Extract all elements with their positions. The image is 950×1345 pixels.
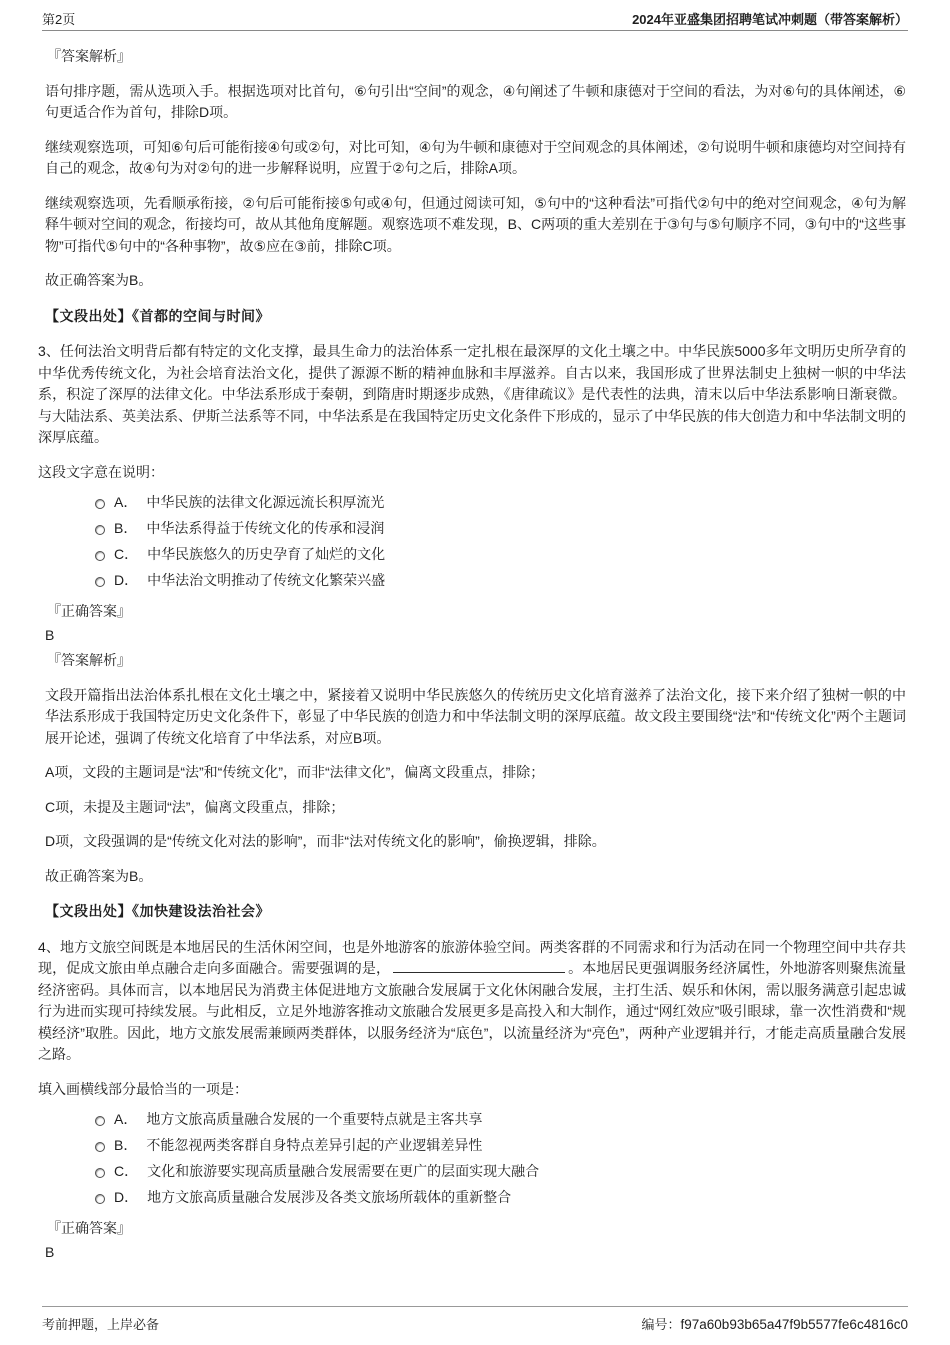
q4-prompt: 填入画横线部分最恰当的一项是：	[38, 1080, 248, 1097]
q4-stem-text-after-blank: 。本地居民更强调服务经济属性，外地游客则聚焦流量经济密码。具体而言，以本地居民为消费主体促进地方文旅融合发展属于文化休闲融合发展，主打生活、娱乐和休闲，需以服务满意引起忠诚行为进而实现可持续发展。与此相反，立足外地游客推动文旅融合发展更多是高投入和大制作，通过“网红效应”吸引眼球，靠一次性消费和“规模经济”取胜。因此，地方文旅发展需兼顾两类群体，以服务经济为“底色”，以流量经济为“亮色”，两种产业逻辑并行，才能走高质量融合发展之路。	[38, 960, 907, 1062]
option-text: 地方文旅高质量融合发展的一个重要特点就是主客共享	[146, 1111, 483, 1127]
option-text: 中华民族的法律文化源远流长积厚流光	[146, 494, 385, 510]
radio-button-icon[interactable]	[95, 1116, 105, 1126]
q4-option-b[interactable]	[95, 1135, 906, 1156]
page-number: 第2页	[42, 12, 76, 27]
q3-options	[45, 492, 906, 591]
page-footer	[42, 1306, 908, 1333]
option-text: 不能忽视两类客群自身特点差异引起的产业逻辑差异性	[146, 1137, 483, 1153]
q4-stem	[38, 937, 906, 1066]
q4-options	[45, 1109, 906, 1208]
option-letter: C．	[114, 1163, 139, 1179]
q2-source-reference: 【文段出处】《首都的空间与时间》	[45, 307, 270, 324]
q3-stem: 3、任何法治文明背后都有特定的文化支撑，最具生命力的法治体系一定扎根在最深厚的文化土壤之中。中华民族5000多年文明历史所孕育的中华优秀传统文化，为社会培育法治文化，提供了源源不断的精神血脉和丰厚滋养。自古以来，我国形成了世界法制史上独树一帜的中华法系，积淀了深厚的法律文化。中华法系形成于秦朝，到隋唐时期逐步成熟，《唐律疏议》是代表性的法典，清末以后中华法系影响日渐衰微。与大陆法系、英美法系、伊斯兰法系等不同，中华法系是在我国特定历史文化条件下形成的，显示了中华民族的伟大创造力和中华法制文明的深厚底蕴。	[38, 343, 906, 445]
q3-option-b[interactable]	[95, 518, 906, 539]
q3-conclusion: 故正确答案为B。	[45, 867, 153, 884]
q3-option-d[interactable]	[95, 570, 906, 591]
q2-analysis-label: 『答案解析』	[47, 48, 131, 64]
radio-button-icon[interactable]	[95, 1168, 105, 1178]
option-letter: C．	[114, 546, 139, 562]
radio-button-icon[interactable]	[95, 525, 105, 535]
q3-analysis-option-a: A项，文段的主题词是“法”和“传统文化”，而非“法律文化”，偏离文段重点，排除；	[45, 764, 545, 780]
footer-slogan: 考前押题，上岸必备	[42, 1317, 160, 1332]
q2-conclusion: 故正确答案为B。	[45, 272, 153, 288]
q3-analysis-option-d: D项，文段强调的是“传统文化对法的影响”，而非“法对传统文化的影响”，偷换逻辑，排除。	[45, 833, 606, 849]
q3-prompt: 这段文字意在说明：	[38, 463, 164, 480]
option-letter: A．	[114, 1111, 138, 1127]
option-letter: D．	[114, 1189, 139, 1205]
q4-option-a[interactable]	[95, 1109, 906, 1130]
radio-button-icon[interactable]	[95, 499, 105, 509]
page-body	[38, 46, 907, 1267]
footer-serial	[642, 1314, 909, 1333]
q4-stem-text-before-blank: 4、地方文旅空间既是本地居民的生活休闲空间，也是外地游客的旅游体验空间。两类客群的不同需求和行为活动在同一个物理空间中共存共现，促成文旅由单点融合走向多面融合。需要强调的是，	[38, 938, 906, 976]
blank-underline	[393, 960, 565, 973]
option-letter: B．	[114, 520, 138, 536]
option-text: 中华法系得益于传统文化的传承和浸润	[146, 520, 385, 536]
option-letter: D．	[114, 572, 139, 588]
page-header	[42, 0, 908, 31]
q3-analysis-paragraph-1: 文段开篇指出法治体系扎根在文化土壤之中，紧接着又说明中华民族悠久的传统历史文化培育滋养了法治文化，接下来介绍了独树一帜的中华法系形成于我国特定历史文化条件下，彰显了中华民族的创造力和中华法制文明的深厚底蕴。故文段主要围绕“法”和“传统文化”两个主题词展开论述，强调了传统文化培育了中华法系，对应B项。	[45, 686, 906, 746]
q3-option-c[interactable]	[95, 544, 906, 565]
option-letter: B．	[114, 1137, 138, 1153]
option-text: 中华民族悠久的历史孕育了灿烂的文化	[147, 546, 386, 562]
q3-correct-answer-label: 『正确答案』	[47, 603, 131, 619]
q4-correct-answer-value: B	[45, 1243, 55, 1260]
option-letter: A．	[114, 494, 138, 510]
q3-correct-answer-value: B	[45, 626, 55, 643]
q3-option-a[interactable]	[95, 492, 906, 513]
q2-analysis-paragraph-1: 语句排序题，需从选项入手。根据选项对比首句，⑥句引出“空间”的观念，④句阐述了牛顿和康德对于空间的看法，为对⑥句的具体阐述，⑥句更适合作为首句，排除D项。	[45, 82, 906, 120]
option-text: 文化和旅游要实现高质量融合发展需要在更广的层面实现大融合	[147, 1163, 540, 1179]
q3-analysis-option-c: C项，未提及主题词“法”，偏离文段重点，排除；	[45, 798, 345, 815]
q4-option-d[interactable]	[95, 1187, 906, 1208]
radio-button-icon[interactable]	[95, 577, 105, 587]
document-title: 2024年亚盛集团招聘笔试冲刺题（带答案解析）	[632, 12, 908, 27]
q4-option-c[interactable]	[95, 1161, 906, 1182]
footer-serial-label: 编号：	[641, 1317, 681, 1332]
radio-button-icon[interactable]	[95, 1142, 105, 1152]
q3-source-reference: 【文段出处】《加快建设法治社会》	[45, 903, 270, 919]
option-text: 地方文旅高质量融合发展涉及各类文旅场所载体的重新整合	[147, 1189, 512, 1205]
option-text: 中华法治文明推动了传统文化繁荣兴盛	[147, 572, 386, 588]
q4-correct-answer-label: 『正确答案』	[47, 1220, 131, 1236]
q3-analysis-label: 『答案解析』	[47, 652, 131, 668]
q2-analysis-paragraph-2: 继续观察选项，可知⑥句后可能衔接④句或②句，对比可知，④句为牛顿和康德对于空间观念的具体阐述，②句说明牛顿和康德均对空间持有自己的观念，故④句为对②句的进一步解释说明，应置于②句之后，排除A项。	[45, 138, 906, 176]
radio-button-icon[interactable]	[95, 1194, 105, 1204]
q2-analysis-paragraph-3: 继续观察选项，先看顺承衔接，②句后可能衔接⑤句或④句，但通过阅读可知，⑤句中的“这种看法”可指代②句中的绝对空间观念，④句为解释牛顿对空间的观念，衔接均可，故从其他角度解题。观察选项不难发现，B、C两项的重大差别在于③句与⑤句顺序不同，③句中的“这些事物”可指代⑤句中的“各种事物”，故⑤应在③前，排除C项。	[45, 194, 906, 254]
radio-button-icon[interactable]	[95, 551, 105, 561]
footer-serial-value: f97a60b93b65a47f9b5577fe6c4816c0	[680, 1317, 908, 1332]
